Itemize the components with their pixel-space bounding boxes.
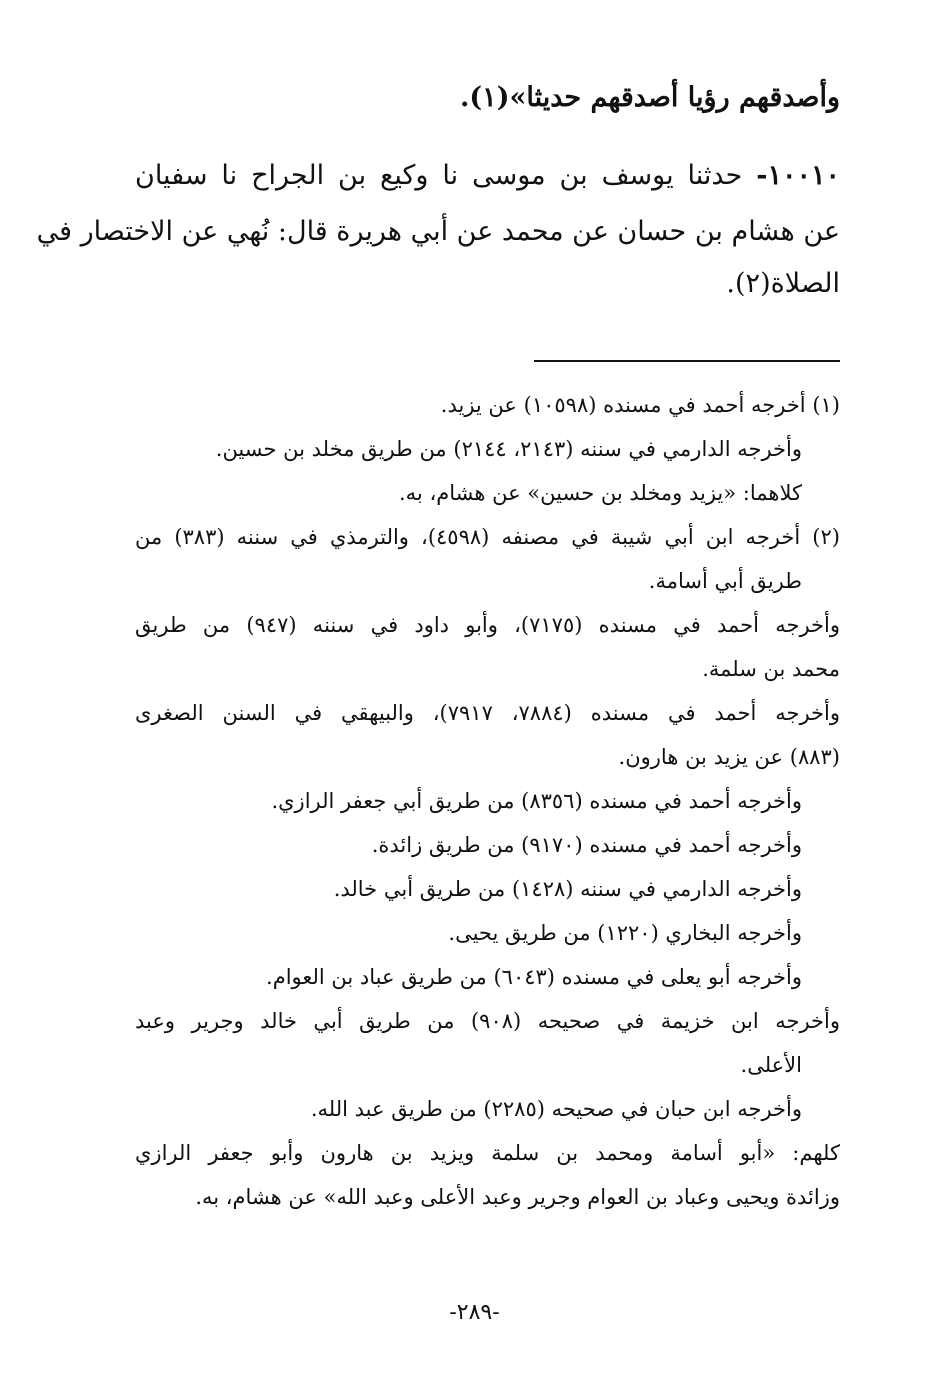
footnote-line: وأخرجه البخاري (١٢٢٠) من طريق يحيى.	[448, 921, 802, 945]
footnote-line: (٨٨٣) عن يزيد بن هارون.	[618, 745, 840, 769]
footnote-line: كلاهما: «يزيد ومخلد بن حسين» عن هشام، به.	[398, 481, 802, 505]
footnote-line: وأخرجه الدارمي في سننه (٢١٤٣، ٢١٤٤) من طريق مخلد بن حسين.	[215, 437, 802, 461]
footnote-line: وأخرجه أحمد في مسنده (٩١٧٠) من طريق زائدة.	[371, 833, 802, 857]
footnote-line: محمد بن سلمة.	[702, 657, 840, 681]
footnote-line: وأخرجه ابن خزيمة في صحيحه (٩٠٨) من طريق أبي خالد وجرير وعبد	[135, 1009, 840, 1033]
hadith-first-line	[135, 160, 840, 191]
footnote-line: (١) أخرجه أحمد في مسنده (١٠٥٩٨) عن يزيد.	[440, 393, 840, 417]
footnote-line: وأخرجه أحمد في مسنده (٨٣٥٦) من طريق أبي جعفر الرازي.	[271, 789, 802, 813]
footnote-line: وأخرجه أحمد في مسنده (٧١٧٥)، وأبو داود في سننه (٩٤٧) من طريق	[135, 613, 841, 637]
footnote-line: كلهم: «أبو أسامة ومحمد بن سلمة ويزيد بن هارون وأبو جعفر الرازي	[135, 1141, 840, 1165]
footnote-line: (٢) أخرجه ابن أبي شيبة في مصنفه (٤٥٩٨)، والترمذي في سننه (٣٨٣) من	[135, 525, 840, 549]
footnote-line: طريق أبي أسامة.	[648, 569, 802, 593]
hadith-number: ١٠٠١٠-	[756, 160, 840, 191]
main-text-line-4: الصلاة(٢).	[726, 268, 840, 299]
footnote-line: وأخرجه الدارمي في سننه (١٤٢٨) من طريق أبي خالد.	[333, 877, 802, 901]
footnote-line: وأخرجه أحمد في مسنده (٧٨٨٤، ٧٩١٧)، والبيهقي في السنن الصغرى	[135, 701, 840, 725]
footnote-line: وأخرجه أبو يعلى في مسنده (٦٠٤٣) من طريق عباد بن العوام.	[266, 965, 802, 989]
footnote-line: وزائدة ويحيى وعباد بن العوام وجرير وعبد الأعلى وعبد الله» عن هشام، به.	[195, 1185, 840, 1209]
footnote-line: الأعلى.	[740, 1053, 802, 1077]
main-text-line-3: عن هشام بن حسان عن محمد عن أبي هريرة قال: نُهي عن الاختصار في	[36, 216, 840, 247]
main-text-line-2: حدثنا يوسف بن موسى نا وكيع بن الجراح نا سفيان	[135, 160, 743, 191]
footnote-line: وأخرجه ابن حبان في صحيحه (٢٢٨٥) من طريق عبد الله.	[310, 1097, 802, 1121]
page-number: -٢٨٩-	[449, 1300, 500, 1325]
main-text-line-1: وأصدقهم رؤيا أصدقهم حديثا»(١).	[459, 82, 840, 113]
footnote-separator	[534, 360, 840, 362]
